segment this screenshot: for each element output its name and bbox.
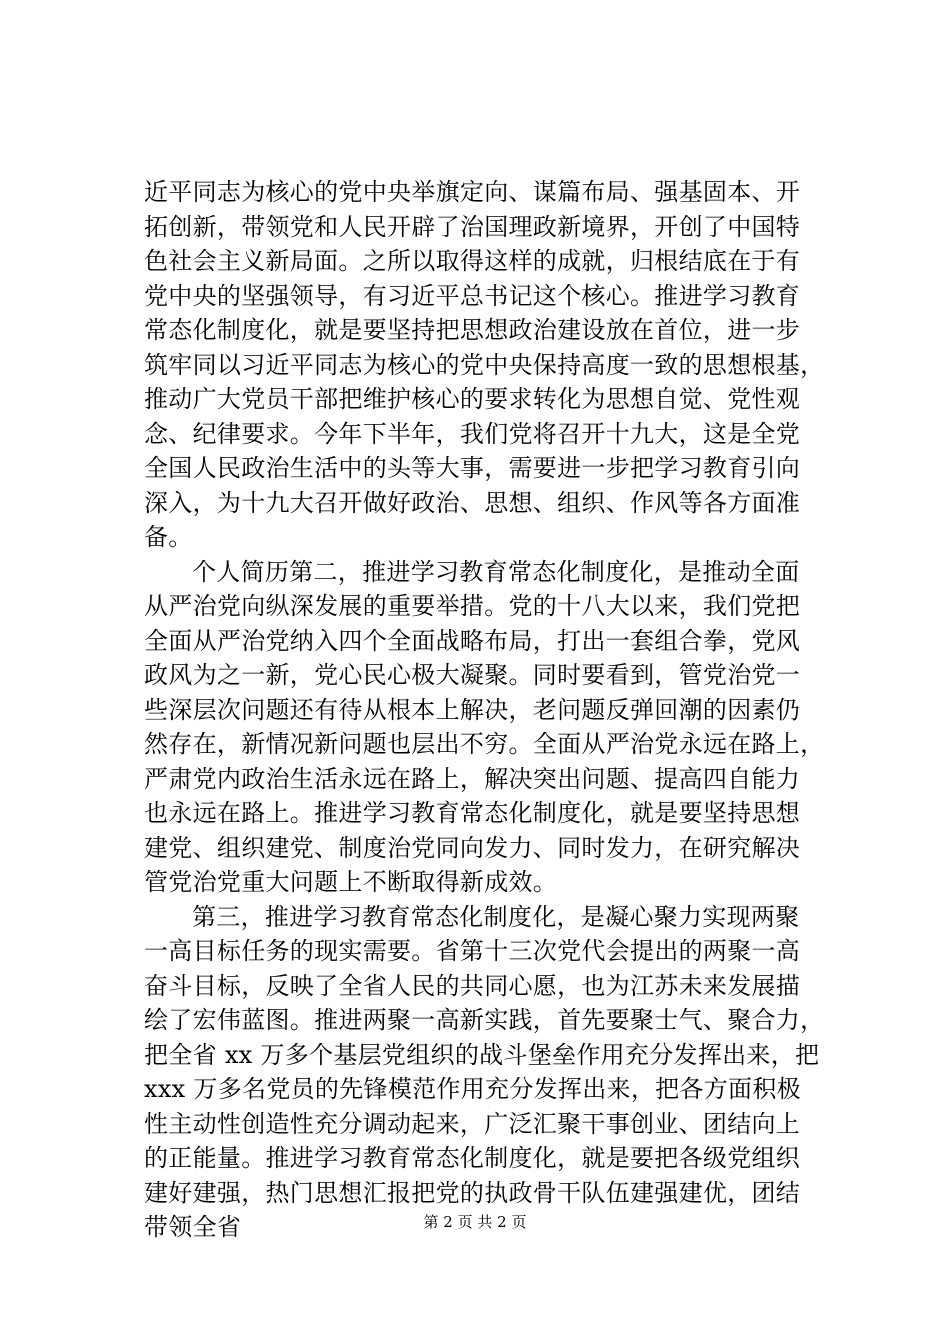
text-line: 些深层次问题还有待从根本上解决，老问题反弹回潮的因素仍 xyxy=(144,695,801,724)
text-line: 近平同志为核心的党中央举旗定向、谋篇布局、强基固本、开 xyxy=(144,178,801,206)
document-body xyxy=(144,175,837,1245)
text-line: 念、纪律要求。今年下半年，我们党将召开十九大，这是全党 xyxy=(144,419,801,448)
text-line: 的正能量。推进学习教育常态化制度化，就是要把各级党组织 xyxy=(144,1144,801,1172)
text-line: 色社会主义新局面。之所以取得这样的成就，归根结底在于有 xyxy=(144,247,801,275)
text-line: 第三，推进学习教育常态化制度化，是凝心聚力实现两聚 xyxy=(192,902,800,931)
text-line: 全国人民政治生活中的头等大事，需要进一步把学习教育引向 xyxy=(144,454,801,482)
text-line: xxx 万多名党员的先锋模范作用充分发挥出来，把各方面积极 xyxy=(144,1075,801,1103)
text-line: 奋斗目标，反映了全省人民的共同心愿，也为江苏未来发展描 xyxy=(144,971,801,1000)
text-line: 党中央的坚强领导，有习近平总书记这个核心。推进学习教育 xyxy=(144,281,801,310)
text-line: 性主动性创造性充分调动起来，广泛汇聚干事创业、团结向上 xyxy=(144,1109,801,1138)
text-line: 然存在，新情况新问题也层出不穷。全面从严治党永远在路上， xyxy=(144,730,825,758)
text-line: 拓创新，带领党和人民开辟了治国理政新境界，开创了中国特 xyxy=(144,212,801,241)
text-line: 绘了宏伟蓝图。推进两聚一高新实践，首先要聚士气、聚合力， xyxy=(144,1006,825,1034)
text-line: 筑牢同以习近平同志为核心的党中央保持高度一致的思想根基， xyxy=(144,350,825,379)
text-line: 把全省 xx 万多个基层党组织的战斗堡垒作用充分发挥出来，把 xyxy=(144,1040,820,1069)
text-line: 管党治党重大问题上不断取得新成效。 xyxy=(144,868,558,896)
text-line: 深入，为十九大召开做好政治、思想、组织、作风等各方面准 xyxy=(144,488,801,517)
paragraph xyxy=(144,555,837,900)
text-line: 从严治党向纵深发展的重要举措。党的十八大以来，我们党把 xyxy=(144,592,801,620)
page-footer: 第 2 页 共 2 页 xyxy=(423,1213,527,1231)
text-line: 带领全省 xyxy=(144,1213,242,1241)
text-line: 一高目标任务的现实需要。省第十三次党代会提出的两聚一高 xyxy=(144,937,801,965)
text-line: 全面从严治党纳入四个全面战略布局，打出一套组合拳，党风 xyxy=(144,626,801,655)
paragraph xyxy=(144,175,837,555)
text-line: 严肃党内政治生活永远在路上，解决突出问题、提高四自能力 xyxy=(144,764,801,793)
text-line: 备。 xyxy=(144,523,193,551)
text-line: 建好建强，热门思想汇报把党的执政骨干队伍建强建优，团结 xyxy=(144,1178,801,1207)
paragraph xyxy=(144,900,837,1245)
text-line: 推动广大党员干部把维护核心的要求转化为思想自觉、党性观 xyxy=(144,385,801,413)
text-line: 个人简历第二，推进学习教育常态化制度化，是推动全面 xyxy=(192,557,800,586)
text-line: 也永远在路上。推进学习教育常态化制度化，就是要坚持思想 xyxy=(144,799,801,827)
text-line: 常态化制度化，就是要坚持把思想政治建设放在首位，进一步 xyxy=(144,316,801,344)
text-line: 建党、组织建党、制度治党同向发力、同时发力，在研究解决 xyxy=(144,833,801,862)
text-line: 政风为之一新，党心民心极大凝聚。同时要看到，管党治党一 xyxy=(144,661,801,689)
